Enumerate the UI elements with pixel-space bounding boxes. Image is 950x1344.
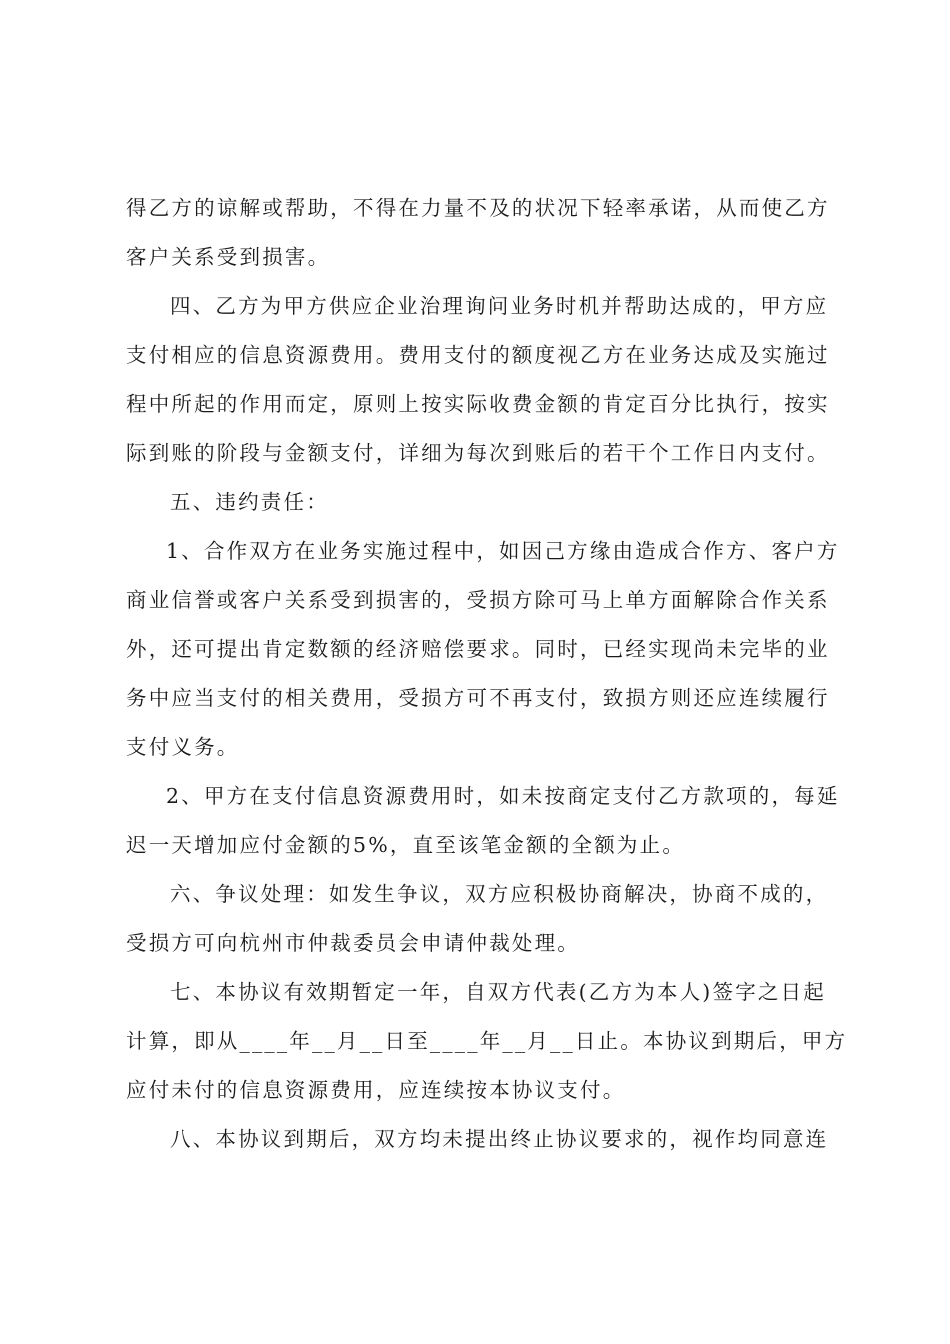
- text-line: 计算，即从____年__月__日至____年__月__日止。本协议到期后，甲方: [126, 1029, 848, 1053]
- text-line: 外，还可提出肯定数额的经济赔偿要求。同时，已经实现尚未完毕的业: [126, 637, 830, 661]
- clause-2-line: 2、甲方在支付信息资源费用时，如未按商定支付乙方款项的，每延: [166, 784, 840, 808]
- section-heading-breach: 五、违约责任：: [170, 490, 329, 514]
- paragraph-4-line: 四、乙方为甲方供应企业治理询问业务时机并帮助达成的，甲方应: [170, 294, 829, 318]
- paragraph-6-line: 六、争议处理：如发生争议，双方应积极协商解决，协商不成的，: [170, 882, 829, 906]
- text-line: 商业信誉或客户关系受到损害的，受损方除可马上单方面解除合作关系: [126, 588, 830, 612]
- text-line: 应付未付的信息资源费用，应连续按本协议支付。: [126, 1078, 626, 1102]
- text-line: 得乙方的谅解或帮助，不得在力量不及的状况下轻率承诺，从而使乙方: [126, 196, 830, 220]
- text-line: 迟一天增加应付金额的5%，直至该笔金额的全额为止。: [126, 833, 686, 857]
- text-line: 客户关系受到损害。: [126, 245, 331, 269]
- text-line: 支付义务。: [126, 735, 240, 759]
- paragraph-8-line: 八、本协议到期后，双方均未提出终止协议要求的，视作均同意连: [170, 1127, 829, 1151]
- text-line: 支付相应的信息资源费用。费用支付的额度视乙方在业务达成及实施过: [126, 343, 830, 367]
- text-line: 务中应当支付的相关费用，受损方可不再支付，致损方则还应连续履行: [126, 686, 830, 710]
- text-line: 受损方可向杭州市仲裁委员会申请仲裁处理。: [126, 931, 580, 955]
- paragraph-7-line: 七、本协议有效期暂定一年，自双方代表(乙方为本人)签字之日起: [170, 980, 826, 1004]
- text-line: 际到账的阶段与金额支付，详细为每次到账后的若干个工作日内支付。: [126, 441, 830, 465]
- clause-1-line: 1、合作双方在业务实施过程中，如因己方缘由造成合作方、客户方: [166, 539, 840, 563]
- text-line: 程中所起的作用而定，原则上按实际收费金额的肯定百分比执行，按实: [126, 392, 830, 416]
